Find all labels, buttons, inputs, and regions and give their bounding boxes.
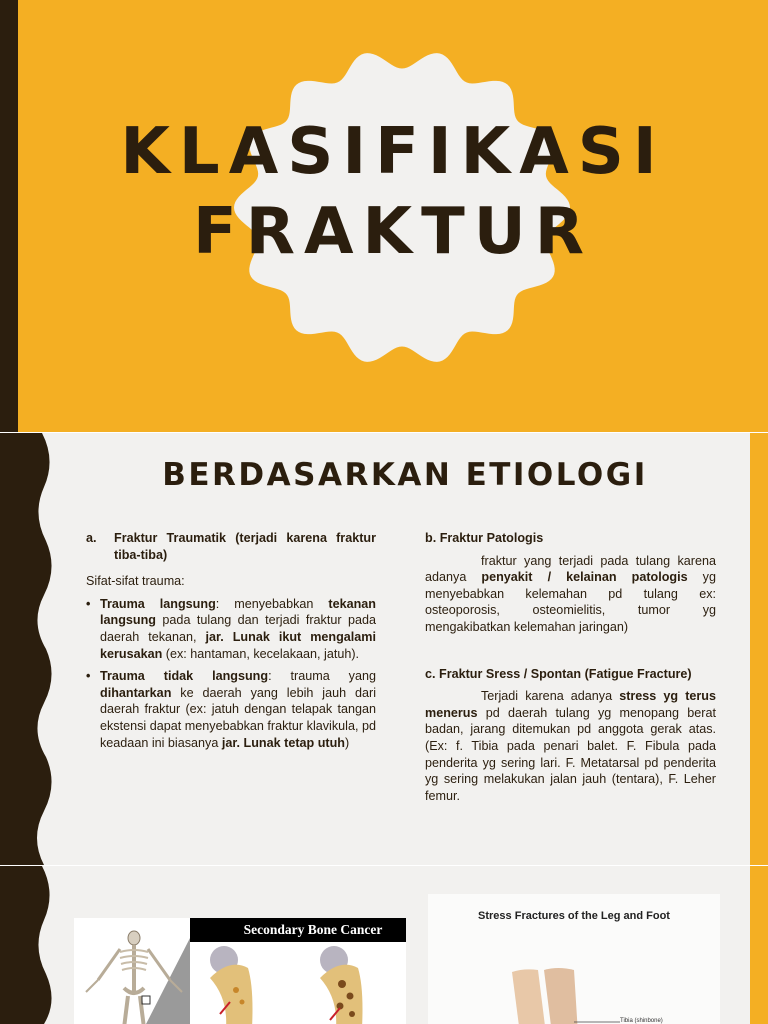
wavy-left-border	[0, 866, 60, 1024]
banner-text: Secondary Bone Cancer	[243, 922, 383, 937]
section-a-heading	[86, 530, 376, 563]
bold-text: jar. Lunak tetap utuh	[221, 735, 345, 750]
spacer	[425, 636, 716, 666]
body-text: : menyebabkan	[215, 596, 329, 611]
body-text: )	[345, 735, 350, 750]
skeleton-icon	[74, 918, 190, 1024]
section-a-marker: a.	[86, 531, 97, 545]
section-c-body	[425, 688, 716, 804]
bold-text: stress yg terus menerus	[425, 689, 716, 720]
bone-label: Tibia (shinbone)	[620, 1018, 663, 1024]
slide-title	[18, 112, 768, 272]
right-accent-bar	[750, 433, 768, 865]
left-accent-bar	[0, 0, 18, 432]
trauma-list	[86, 596, 376, 751]
bold-text: penyakit / kelainan patologis	[481, 570, 688, 585]
section-a-title: Fraktur Traumatik (terjadi karena fraktur tiba-tiba)	[114, 531, 376, 562]
slide-heading: BERDASARKAN ETIOLOGI	[162, 457, 648, 493]
section-b-body	[425, 553, 716, 636]
bold-text: jar. Lunak ikut mengalami kerusakan	[100, 629, 376, 661]
image-banner	[190, 918, 406, 942]
bold-text: Trauma langsung	[100, 596, 216, 611]
secondary-bone-cancer-image	[74, 918, 406, 1024]
list-item-trauma-tidak-langsung	[86, 668, 376, 751]
sifat-label: Sifat-sifat trauma:	[86, 574, 185, 589]
image-caption: Stress Fractures of the Leg and Foot	[478, 910, 670, 922]
wavy-left-border	[0, 433, 60, 865]
body-text: fraktur yang terjadi pada tulang karena adanya	[425, 553, 716, 585]
section-c-title: c. Fraktur Sress / Spontan (Fatigue Fracture)	[425, 666, 692, 681]
section-b-title: b. Fraktur Patologis	[425, 531, 544, 545]
body-text: Terjadi karena adanya	[481, 689, 620, 704]
stress-fractures-image	[428, 894, 720, 1024]
right-accent-bar	[750, 866, 768, 1024]
etiology-slide	[0, 433, 768, 865]
body-text: pd daerah tulang yg menopang berat badan, jarang ditemukan pd anggota gerak atas. (Ex: f. Tibia pada penari balet. F. Fibula pada penderita yg sering lari. F. Metatarsal pd penderita yg sering melakukan jalan jauh (tentara), F. Leher femur.	[425, 705, 716, 803]
left-column	[86, 530, 376, 757]
body-text: yg menyebabkan kelemahan pd tulang ex: osteoporosis, osteomielitis, tumor yg mengakibatkan kelemahan jaringan)	[425, 570, 716, 634]
images-slide	[0, 866, 768, 1024]
skeleton-illustration	[74, 918, 190, 1024]
body-text: : trauma yang	[268, 669, 376, 684]
title-line-1: KLASIFIKASI	[120, 115, 666, 189]
title-line-2: FRAKTUR	[192, 195, 594, 269]
title-slide	[0, 0, 768, 432]
bold-text: tekanan langsung	[100, 596, 376, 628]
right-column	[425, 530, 716, 804]
bold-text: dihantarkan	[100, 685, 172, 700]
body-text: ke daerah yang lebih jauh dari daerah fraktur (ex: jatuh dengan telapak tangan ekstensi dapat menyebabkan fraktur klavikula, pd keadaan ini biasanya	[100, 685, 376, 750]
list-item-trauma-langsung	[86, 596, 376, 662]
leg-bones-icon	[428, 894, 720, 1024]
body-text: (ex: hantaman, kecelakaan, jatuh).	[162, 646, 360, 661]
bold-text: Trauma tidak langsung	[100, 669, 269, 684]
body-text: pada tulang dan terjadi fraktur pada daerah tekanan,	[100, 613, 376, 644]
